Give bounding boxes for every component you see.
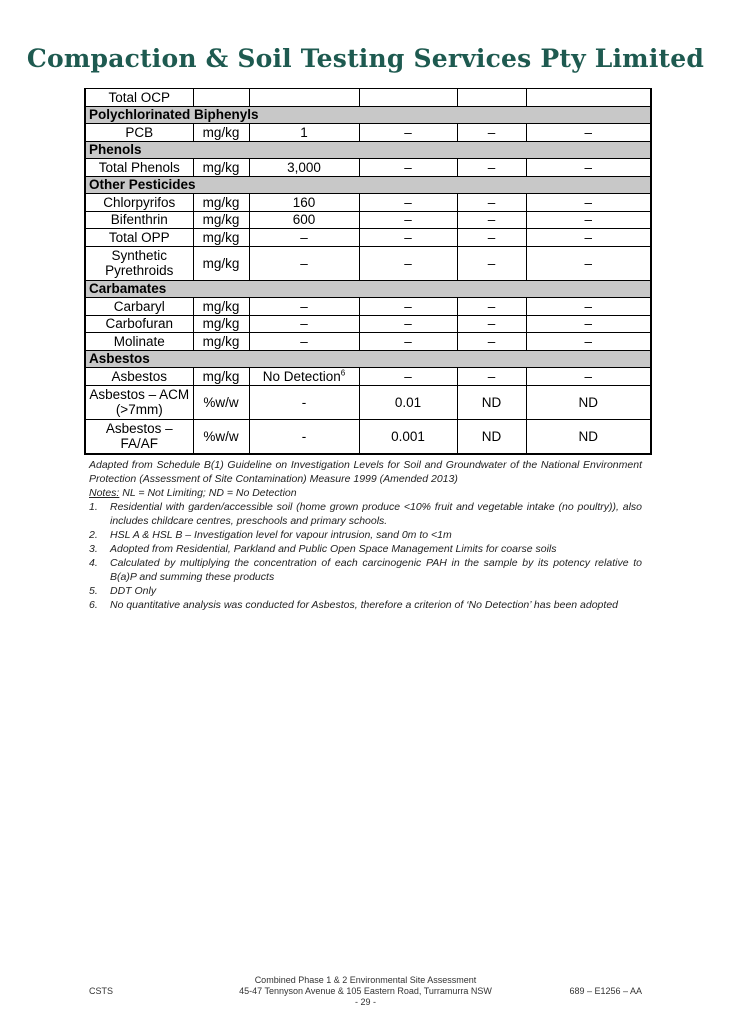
table-row bbox=[85, 419, 651, 454]
criterion-4-text: – bbox=[584, 124, 592, 140]
footnote-text: DDT Only bbox=[110, 585, 157, 597]
criterion-2-text: – bbox=[404, 212, 412, 228]
criterion-3-cell bbox=[457, 315, 526, 333]
footnote-text: No quantitative analysis was conducted for Asbestos, therefore a criterion of ‘No Detection’ has been adopted bbox=[110, 599, 618, 611]
criterion-4-text: – bbox=[584, 255, 592, 271]
footnote-reference: 6 bbox=[340, 368, 346, 378]
analyte-text: Total OPP bbox=[108, 229, 170, 245]
criterion-2-text: – bbox=[404, 159, 412, 175]
criterion-3-text: – bbox=[487, 316, 496, 332]
unit-text: mg/kg bbox=[202, 159, 240, 175]
criterion-2-cell bbox=[359, 315, 457, 333]
footnote-number: 1. bbox=[89, 501, 98, 513]
unit-text: mg/kg bbox=[202, 194, 240, 210]
criterion-2-text: – bbox=[404, 368, 412, 384]
section-header-row bbox=[85, 350, 651, 368]
footnote-item bbox=[89, 598, 642, 612]
footnote-text: Residential with garden/accessible soil (home grown produce <10% fruit and vegetable intake (no poultry)), also includes childcare centres, preschools and primary schools. bbox=[110, 501, 642, 527]
criterion-2-cell bbox=[359, 298, 457, 316]
criterion-1-text: 3,000 bbox=[287, 159, 321, 175]
criterion-1-text: – bbox=[300, 333, 308, 349]
analyte-text: Synthetic Pyrethroids bbox=[105, 248, 174, 278]
unit-text: mg/kg bbox=[202, 368, 240, 384]
criterion-3-cell bbox=[457, 333, 526, 351]
criterion-1-text: - bbox=[301, 394, 307, 410]
unit-cell bbox=[193, 159, 249, 177]
criterion-4-text: – bbox=[584, 159, 592, 175]
adapted-from-note: Adapted from Schedule B(1) Guideline on Investigation Levels for Soil and Groundwater of the National Environment Protection (Assessment of Site Contamination) Measure 1999 (Amended 2013) bbox=[89, 459, 642, 485]
table-row bbox=[85, 315, 651, 333]
criterion-4-cell bbox=[526, 419, 651, 454]
analyte-cell bbox=[85, 211, 193, 229]
analyte-cell bbox=[85, 229, 193, 247]
criterion-1-text: – bbox=[300, 316, 308, 332]
analyte-cell bbox=[85, 246, 193, 280]
page-number: - 29 - bbox=[354, 997, 376, 1007]
unit-cell bbox=[193, 333, 249, 351]
criterion-2-cell bbox=[359, 246, 457, 280]
criterion-2-cell bbox=[359, 368, 457, 386]
criterion-1-text: 600 bbox=[292, 212, 316, 228]
criterion-1-cell bbox=[249, 246, 359, 280]
criterion-2-text: – bbox=[404, 316, 412, 332]
footnote-item bbox=[89, 542, 642, 556]
criterion-2-cell bbox=[359, 159, 457, 177]
table-row bbox=[85, 385, 651, 419]
analyte-cell bbox=[85, 159, 193, 177]
analyte-text: PCB bbox=[125, 124, 154, 140]
criterion-2-text: – bbox=[404, 255, 412, 271]
footnote-item bbox=[89, 556, 642, 584]
criterion-1-cell bbox=[249, 315, 359, 333]
criterion-1-cell bbox=[249, 333, 359, 351]
criterion-4-cell bbox=[526, 211, 651, 229]
section-header-row bbox=[85, 141, 651, 159]
footnote-number: 4. bbox=[89, 557, 98, 569]
section-header-label: Carbamates bbox=[85, 280, 651, 298]
analyte-text: Asbestos bbox=[111, 368, 168, 384]
criterion-4-text: – bbox=[584, 194, 592, 210]
analyte-cell bbox=[85, 194, 193, 212]
footnote-number: 2. bbox=[89, 529, 98, 541]
criterion-3-cell bbox=[457, 194, 526, 212]
criterion-3-text: – bbox=[487, 255, 496, 271]
criterion-4-cell bbox=[526, 159, 651, 177]
criterion-3-text: – bbox=[487, 124, 496, 140]
footnote-item bbox=[89, 528, 642, 542]
criterion-2-cell bbox=[359, 124, 457, 142]
table-row bbox=[85, 124, 651, 142]
criterion-1-cell bbox=[249, 419, 359, 454]
analyte-cell bbox=[85, 419, 193, 454]
criterion-4-text: ND bbox=[578, 394, 598, 410]
criterion-1-text: – bbox=[300, 229, 308, 245]
criterion-2-cell bbox=[359, 333, 457, 351]
analyte-cell bbox=[85, 368, 193, 386]
analyte-text: Chlorpyrifos bbox=[103, 194, 176, 210]
criterion-1-cell bbox=[249, 89, 359, 107]
analyte-cell bbox=[85, 315, 193, 333]
notes-legend bbox=[89, 486, 642, 500]
unit-cell bbox=[193, 194, 249, 212]
criterion-2-text: 0.001 bbox=[391, 428, 425, 444]
unit-cell bbox=[193, 419, 249, 454]
criterion-3-cell bbox=[457, 368, 526, 386]
footnote-item bbox=[89, 500, 642, 528]
criterion-2-cell bbox=[359, 89, 457, 107]
criterion-3-cell bbox=[457, 298, 526, 316]
analyte-text: Bifenthrin bbox=[110, 212, 168, 228]
section-header-label: Polychlorinated Biphenyls bbox=[85, 106, 651, 124]
criterion-1-cell bbox=[249, 124, 359, 142]
analyte-cell bbox=[85, 298, 193, 316]
unit-text: mg/kg bbox=[202, 298, 240, 314]
criterion-4-cell bbox=[526, 333, 651, 351]
unit-text: mg/kg bbox=[202, 316, 240, 332]
analyte-cell bbox=[85, 333, 193, 351]
criterion-4-text: – bbox=[584, 212, 592, 228]
criterion-3-text: – bbox=[487, 298, 496, 314]
criterion-3-cell bbox=[457, 89, 526, 107]
criterion-2-text: – bbox=[404, 194, 412, 210]
analyte-text: Carbaryl bbox=[113, 298, 165, 314]
criterion-2-cell bbox=[359, 211, 457, 229]
criterion-3-text: ND bbox=[481, 428, 502, 444]
unit-cell bbox=[193, 89, 249, 107]
footer-report-number: 689 – E1256 – AA bbox=[569, 986, 642, 996]
criterion-2-cell bbox=[359, 194, 457, 212]
table-row bbox=[85, 298, 651, 316]
footer-site-address: 45-47 Tennyson Avenue & 105 Eastern Road, Turramurra NSW bbox=[239, 986, 492, 996]
unit-cell bbox=[193, 385, 249, 419]
criterion-4-cell bbox=[526, 194, 651, 212]
criterion-1-cell bbox=[249, 385, 359, 419]
notes-legend-text: NL = Not Limiting; ND = No Detection bbox=[119, 487, 297, 499]
footnote-text: Adopted from Residential, Parkland and Public Open Space Management Limits for coarse soils bbox=[110, 543, 557, 555]
unit-text: %w/w bbox=[203, 428, 239, 444]
criterion-2-text: – bbox=[404, 229, 412, 245]
analyte-cell bbox=[85, 89, 193, 107]
criterion-2-text: – bbox=[404, 333, 412, 349]
analyte-text: Carbofuran bbox=[105, 316, 174, 332]
criterion-4-cell bbox=[526, 368, 651, 386]
criterion-3-cell bbox=[457, 211, 526, 229]
criterion-4-text: – bbox=[584, 368, 592, 384]
section-header-label: Asbestos bbox=[85, 350, 651, 368]
criterion-4-text: – bbox=[584, 333, 592, 349]
footnote-number: 5. bbox=[89, 585, 98, 597]
criterion-3-cell bbox=[457, 246, 526, 280]
company-header: Compaction & Soil Testing Services Pty Limited bbox=[26, 44, 705, 73]
unit-text: mg/kg bbox=[202, 124, 240, 140]
notes-label: Notes: bbox=[89, 487, 120, 499]
analyte-text: Molinate bbox=[113, 333, 165, 349]
unit-text: %w/w bbox=[203, 394, 239, 410]
unit-text: mg/kg bbox=[202, 255, 240, 271]
criterion-4-cell bbox=[526, 124, 651, 142]
analyte-text: Total OCP bbox=[108, 89, 171, 105]
criterion-2-text: – bbox=[404, 298, 412, 314]
criterion-2-cell bbox=[359, 419, 457, 454]
unit-cell bbox=[193, 211, 249, 229]
criterion-3-text: – bbox=[487, 212, 496, 228]
unit-text: mg/kg bbox=[202, 212, 240, 228]
criterion-3-cell bbox=[457, 419, 526, 454]
investigation-criteria-table bbox=[84, 88, 652, 455]
section-header-label: Other Pesticides bbox=[85, 176, 651, 194]
criterion-1-cell bbox=[249, 194, 359, 212]
unit-cell bbox=[193, 368, 249, 386]
criterion-3-text: – bbox=[487, 333, 496, 349]
criterion-3-text: – bbox=[487, 194, 496, 210]
footnote-text: Calculated by multiplying the concentration of each carcinogenic PAH in the sample by its potency relative to B(a)P and summing these products bbox=[110, 557, 642, 583]
criterion-3-text: – bbox=[487, 368, 496, 384]
criterion-1-text: - bbox=[301, 428, 307, 444]
criterion-4-cell bbox=[526, 89, 651, 107]
criterion-1-text: – bbox=[300, 255, 308, 271]
footnote-item bbox=[89, 584, 642, 598]
table-notes bbox=[89, 458, 642, 612]
table-row bbox=[85, 211, 651, 229]
criterion-3-text: ND bbox=[481, 394, 502, 410]
criterion-2-cell bbox=[359, 385, 457, 419]
criterion-4-text: – bbox=[584, 316, 592, 332]
criterion-1-cell bbox=[249, 229, 359, 247]
analyte-text: Total Phenols bbox=[98, 159, 180, 175]
criterion-1-cell bbox=[249, 368, 359, 386]
criterion-3-cell bbox=[457, 159, 526, 177]
analyte-text: Asbestos – ACM (>7mm) bbox=[89, 387, 190, 417]
footnote-number: 6. bbox=[89, 599, 98, 611]
criterion-4-cell bbox=[526, 298, 651, 316]
table-row bbox=[85, 194, 651, 212]
criterion-3-cell bbox=[457, 124, 526, 142]
footer-company-code: CSTS bbox=[89, 986, 114, 996]
section-header-row bbox=[85, 176, 651, 194]
analyte-cell bbox=[85, 385, 193, 419]
unit-cell bbox=[193, 298, 249, 316]
criterion-4-cell bbox=[526, 229, 651, 247]
table-row bbox=[85, 246, 651, 280]
section-header-label: Phenols bbox=[85, 141, 651, 159]
section-header-row bbox=[85, 280, 651, 298]
criterion-4-cell bbox=[526, 315, 651, 333]
footnote-list bbox=[89, 500, 642, 612]
unit-cell bbox=[193, 315, 249, 333]
criterion-2-text: 0.01 bbox=[394, 394, 422, 410]
criterion-1-cell bbox=[249, 211, 359, 229]
unit-cell bbox=[193, 229, 249, 247]
table-row bbox=[85, 333, 651, 351]
table-row bbox=[85, 159, 651, 177]
criterion-1-text: No Detection bbox=[262, 368, 341, 384]
criterion-3-cell bbox=[457, 385, 526, 419]
criterion-1-text: 160 bbox=[292, 194, 316, 210]
criterion-4-text: – bbox=[584, 229, 592, 245]
analyte-cell bbox=[85, 124, 193, 142]
unit-cell bbox=[193, 246, 249, 280]
criterion-3-cell bbox=[457, 229, 526, 247]
analyte-text: Asbestos – FA/AF bbox=[105, 421, 173, 451]
criterion-1-text: – bbox=[300, 298, 308, 314]
table-row bbox=[85, 368, 651, 386]
criterion-2-cell bbox=[359, 229, 457, 247]
unit-text: mg/kg bbox=[202, 333, 240, 349]
unit-cell bbox=[193, 124, 249, 142]
criterion-4-text: ND bbox=[578, 428, 598, 444]
footer-report-title: Combined Phase 1 & 2 Environmental Site Assessment bbox=[254, 975, 477, 985]
footnote-text: HSL A & HSL B – Investigation level for vapour intrusion, sand 0m to <1m bbox=[110, 529, 452, 541]
criterion-4-cell bbox=[526, 385, 651, 419]
unit-text: mg/kg bbox=[202, 229, 240, 245]
criterion-1-cell bbox=[249, 159, 359, 177]
table-row bbox=[85, 89, 651, 107]
criterion-1-cell bbox=[249, 298, 359, 316]
criterion-4-text: – bbox=[584, 298, 592, 314]
criterion-4-cell bbox=[526, 246, 651, 280]
criterion-2-text: – bbox=[404, 124, 412, 140]
criterion-3-text: – bbox=[487, 159, 496, 175]
table-row bbox=[85, 229, 651, 247]
criterion-1-text: 1 bbox=[300, 124, 308, 140]
criterion-3-text: – bbox=[487, 229, 496, 245]
section-header-row bbox=[85, 106, 651, 124]
footnote-number: 3. bbox=[89, 543, 98, 555]
